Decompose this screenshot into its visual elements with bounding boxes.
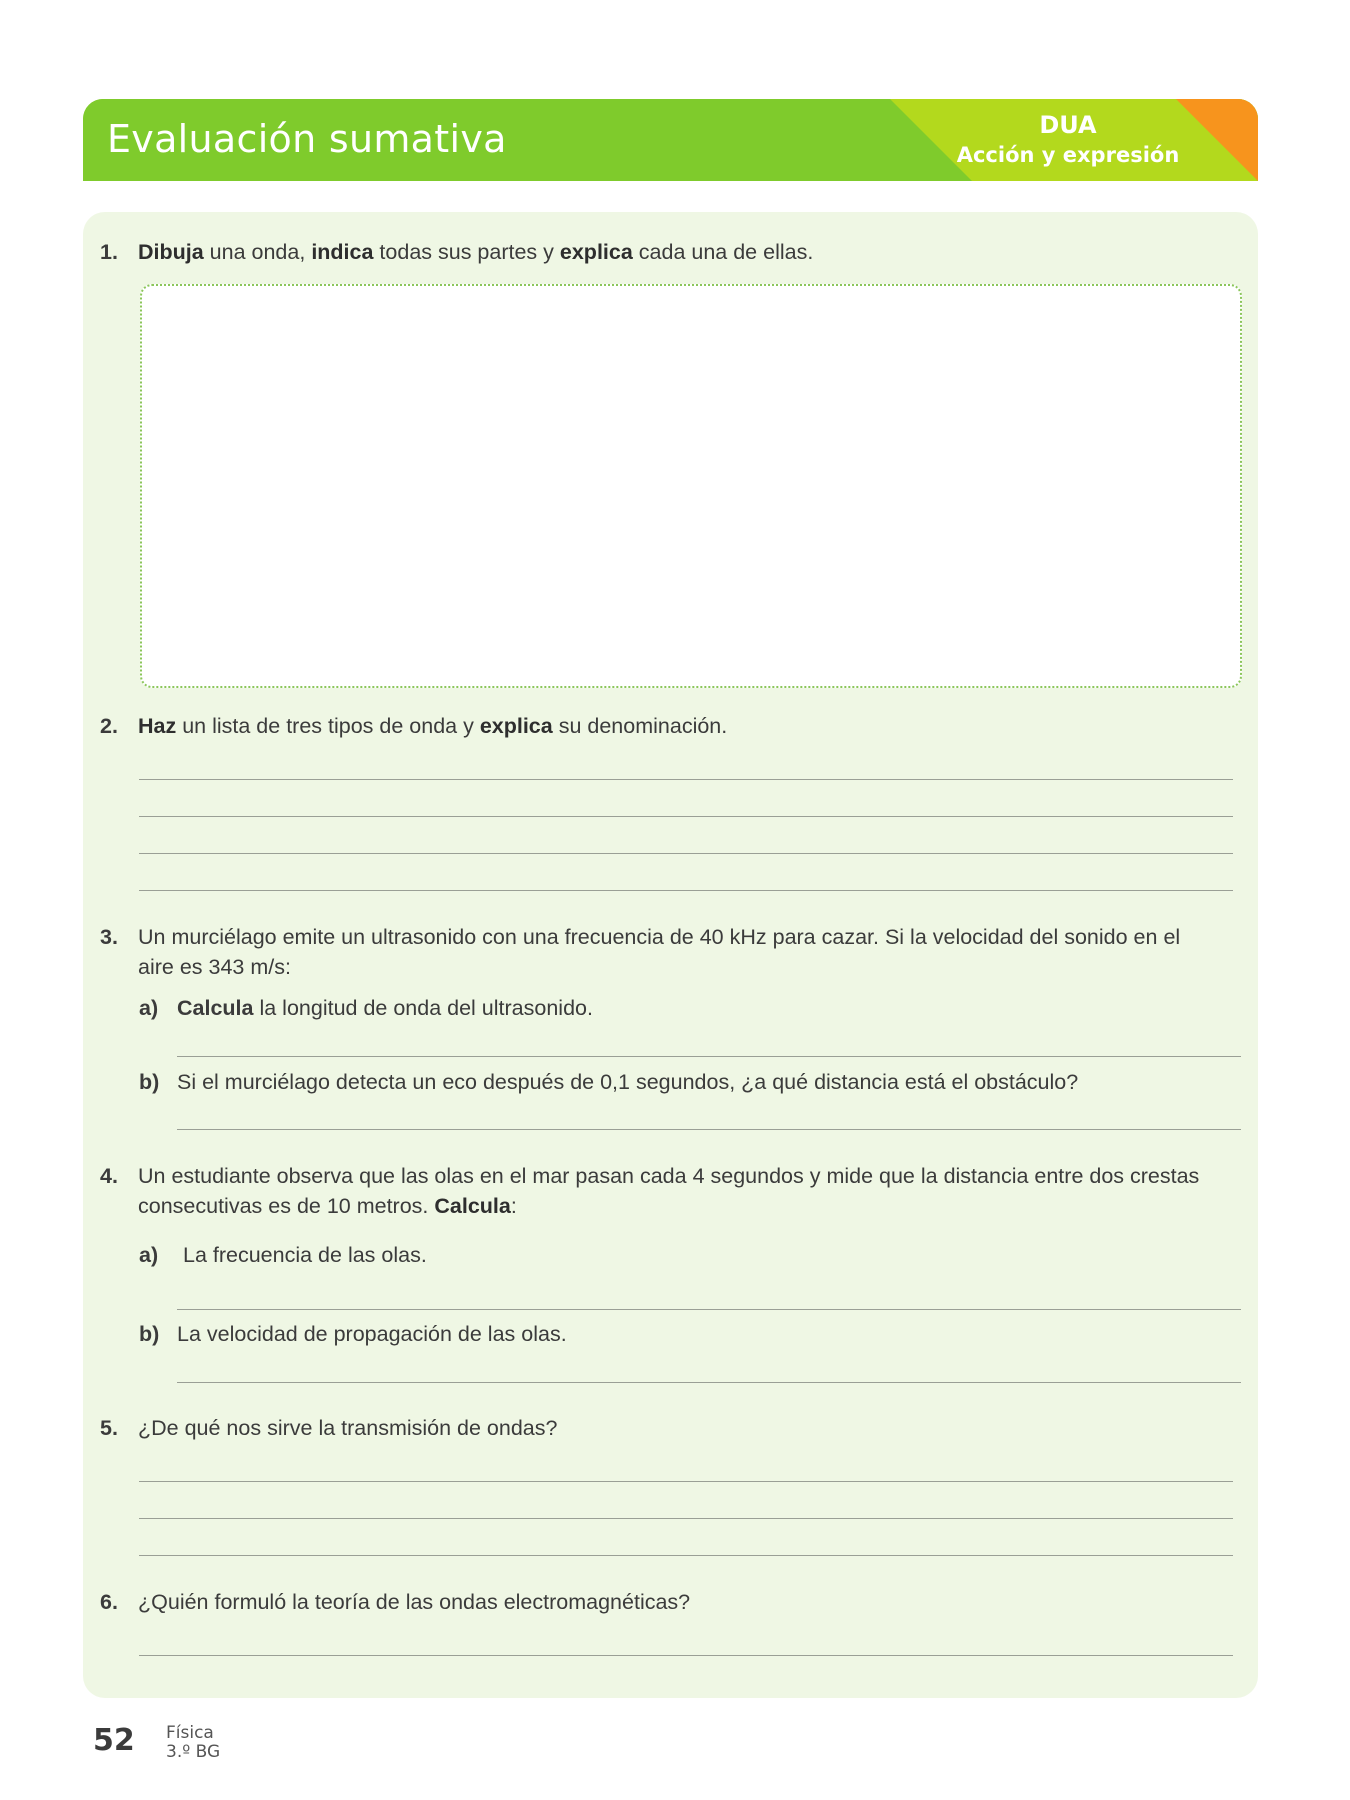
question-text-line-1: Un estudiante observa que las olas en el mar pasan cada 4 segundos y mide que la distancia entre dos crestas <box>138 1164 1200 1188</box>
question-text: Haz un lista de tres tipos de onda y explica su denominación. <box>138 714 728 738</box>
answer-line[interactable] <box>139 1518 1233 1519</box>
answer-line[interactable] <box>177 1129 1241 1130</box>
question-number: 3. <box>100 925 118 949</box>
question-text-line-1: Un murciélago emite un ultrasonido con una frecuencia de 40 kHz para cazar. Si la velocidad del sonido en el <box>138 925 1181 949</box>
grade-label: 3.º BG <box>166 1742 221 1762</box>
sub-question-text: La frecuencia de las olas. <box>183 1243 427 1267</box>
question-number: 1. <box>100 240 118 264</box>
question-text: Dibuja una onda, indica todas sus partes y explica cada una de ellas. <box>138 240 814 264</box>
answer-line[interactable] <box>139 779 1233 780</box>
page-number: 52 <box>93 1723 135 1758</box>
dua-subtitle: Acción y expresión <box>956 143 1180 167</box>
question-number: 5. <box>100 1416 118 1440</box>
question-3 <box>100 922 1260 984</box>
answer-line[interactable] <box>139 1481 1233 1482</box>
question-4 <box>100 1161 1260 1223</box>
sub-question-text: Calcula la longitud de onda del ultrasonido. <box>177 996 593 1020</box>
sub-question-label: a) <box>139 996 159 1020</box>
question-text-line-2: aire es 343 m/s: <box>138 955 291 979</box>
page-title: Evaluación sumativa <box>107 117 507 161</box>
question-number: 6. <box>100 1590 118 1614</box>
answer-line[interactable] <box>139 1555 1233 1556</box>
sub-question-text: Si el murciélago detecta un eco después de 0,1 segundos, ¿a qué distancia está el obstáculo? <box>177 1070 1079 1094</box>
answer-line[interactable] <box>139 890 1233 891</box>
sub-question-label: b) <box>139 1070 160 1094</box>
subject-name: Física <box>166 1723 214 1743</box>
question-text: ¿Quién formuló la teoría de las ondas electromagnéticas? <box>138 1590 691 1614</box>
answer-line[interactable] <box>139 1655 1233 1656</box>
question-number: 4. <box>100 1164 118 1188</box>
answer-line[interactable] <box>177 1056 1241 1057</box>
sub-question-text: La velocidad de propagación de las olas. <box>177 1322 567 1346</box>
drawing-area[interactable] <box>140 284 1242 688</box>
question-text: ¿De qué nos sirve la transmisión de ondas? <box>138 1416 558 1440</box>
sub-question-label: a) <box>139 1243 159 1267</box>
answer-line[interactable] <box>177 1309 1241 1310</box>
answer-line[interactable] <box>139 853 1233 854</box>
question-number: 2. <box>100 714 118 738</box>
section-banner <box>83 99 1258 181</box>
footer-subject <box>166 1724 220 1762</box>
question-text-line-2: consecutivas es de 10 metros. Calcula: <box>138 1194 517 1218</box>
answer-line[interactable] <box>177 1382 1241 1383</box>
sub-question-label: b) <box>139 1322 160 1346</box>
answer-line[interactable] <box>139 816 1233 817</box>
dua-label: DUA <box>1039 111 1097 139</box>
